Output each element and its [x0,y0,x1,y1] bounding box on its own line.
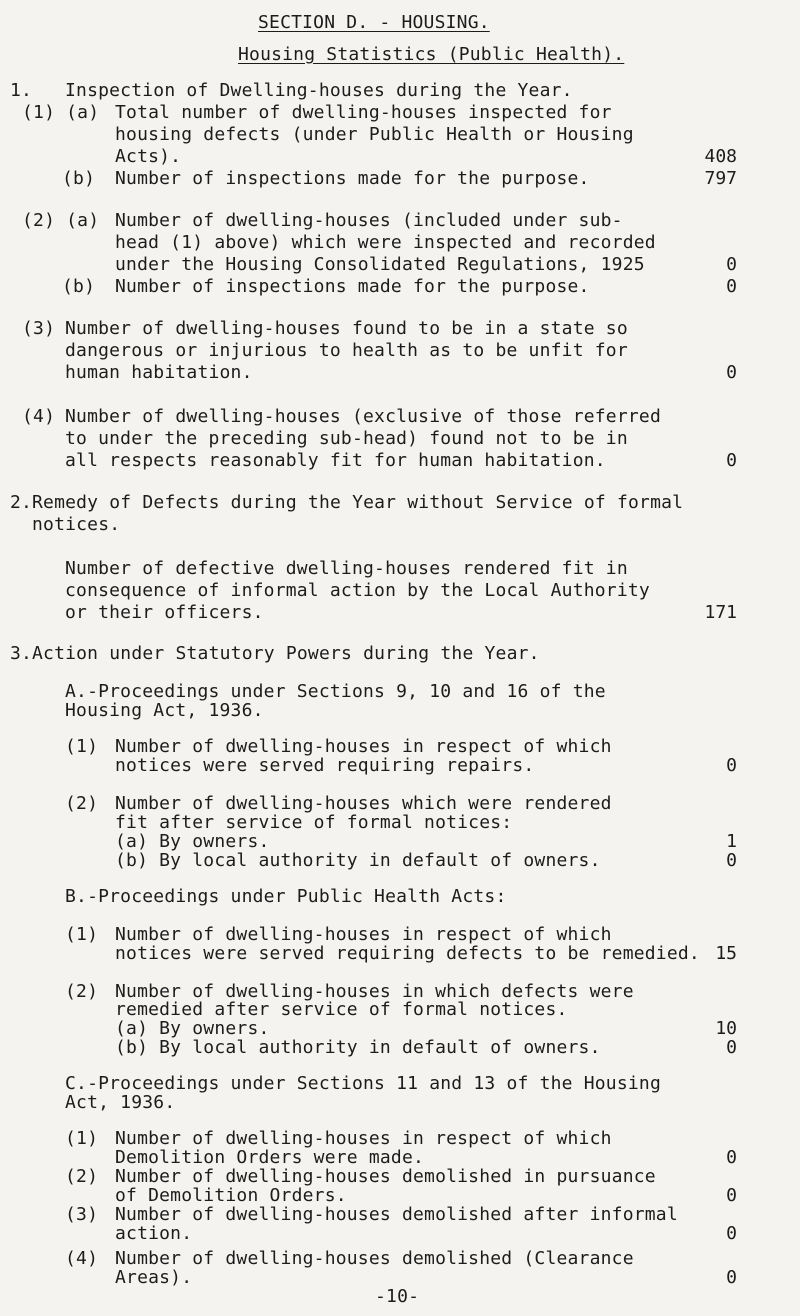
item-1-3-line1: Number of dwelling-houses found to be in a state so [65,318,628,339]
item-c-2-line1: Number of dwelling-houses demolished in pursuance [115,1166,656,1188]
section-2-number: 2. [10,492,33,513]
section-1-heading: Inspection of Dwelling-houses during the Year. [65,80,573,101]
item-1-2a-line3: under the Housing Consolidated Regulations, 1925 [115,254,645,275]
item-a-2-line2: fit after service of formal notices: [115,812,513,833]
item-a-1-label: (1) [65,736,99,758]
item-b-1-line1: Number of dwelling-houses in respect of which [115,923,612,945]
item-c-1-value: 0 [726,1147,737,1169]
item-a-1-line2: notices were served requiring repairs. [115,755,535,777]
item-b-2-label: (2) [65,980,99,1002]
subsection-b-heading: B.-Proceedings under Public Health Acts: [65,885,507,907]
item-1-3-line3: human habitation. [65,362,253,383]
item-1-2b-label: (b) [62,276,96,297]
item-c-2-value: 0 [726,1185,737,1207]
item-1-4-line2: to under the preceding sub-head) found not to be in [65,428,628,449]
item-2-line2: consequence of informal action by the Local Authority [65,580,650,601]
item-1-1a-line1: Total number of dwelling-houses inspected for [115,102,612,123]
subsection-a-heading-line2: Housing Act, 1936. [65,700,264,722]
section-title: SECTION D. - HOUSING. [258,12,490,33]
item-2-value: 171 [704,602,737,623]
item-1-2a-line1: Number of dwelling-houses (included under sub- [115,210,623,231]
item-c-4-value: 0 [726,1267,737,1289]
item-1-4-value: 0 [726,450,737,471]
item-b-2b: (b) By local authority in default of owners. [115,1037,601,1059]
section-2-heading-line1: Remedy of Defects during the Year without Service of formal [32,492,684,513]
item-c-2-label: (2) [65,1166,99,1188]
item-1-1b-value: 797 [704,168,737,189]
subsection-c-heading-line2: Act, 1936. [65,1092,176,1114]
item-c-3-line2: action. [115,1223,193,1245]
page-number: -10- [375,1286,420,1308]
item-a-2b-value: 0 [726,849,737,871]
item-c-1-line1: Number of dwelling-houses in respect of which [115,1128,612,1150]
item-b-2a: (a) By owners. [115,1018,270,1040]
item-1-1b-label: (b) [62,168,96,189]
item-a-2b: (b) By local authority in default of owners. [115,849,601,871]
item-a-2-line1: Number of dwelling-houses which were rendered [115,793,612,815]
subsection-c-heading-line1: C.-Proceedings under Sections 11 and 13 of the Housing [65,1073,661,1095]
item-c-3-value: 0 [726,1223,737,1245]
subsection-a-heading-line1: A.-Proceedings under Sections 9, 10 and 16 of the [65,681,606,703]
item-1-3-value: 0 [726,362,737,383]
item-1-1a-line3: Acts). [115,146,182,167]
item-1-1a-value: 408 [704,146,737,167]
subtitle: Housing Statistics (Public Health). [238,44,625,65]
item-c-1-label: (1) [65,1128,99,1150]
item-a-1-line1: Number of dwelling-houses in respect of which [115,736,612,758]
item-1-2b-value: 0 [726,276,737,297]
item-1-2a-line2: head (1) above) which were inspected and recorded [115,232,656,253]
item-1-2b-line1: Number of inspections made for the purpose. [115,276,590,297]
item-a-2a-value: 1 [726,830,737,852]
item-1-2a-value: 0 [726,254,737,275]
item-1-2a-label: (2) (a) [22,210,100,231]
item-1-1a-label: (1) (a) [22,102,100,123]
item-b-1-value: 15 [715,942,737,964]
item-b-2-line1: Number of dwelling-houses in which defects were [115,980,634,1002]
item-a-1-value: 0 [726,755,737,777]
section-3-number: 3. [10,643,33,665]
section-1-number: 1. [10,80,33,101]
item-b-2b-value: 0 [726,1037,737,1059]
item-b-1-line2: notices were served requiring defects to be remedied. [115,942,700,964]
item-1-1b-line1: Number of inspections made for the purpose. [115,168,590,189]
item-a-2-label: (2) [65,793,99,815]
item-1-4-line1: Number of dwelling-houses (exclusive of those referred [65,406,661,427]
section-3-heading: Action under Statutory Powers during the Year. [32,643,540,665]
item-b-2-line2: remedied after service of formal notices. [115,999,568,1021]
item-c-3-label: (3) [65,1204,99,1226]
item-1-3-line2: dangerous or injurious to health as to be unfit for [65,340,628,361]
section-2-heading-line2: notices. [32,514,121,535]
item-2-line1: Number of defective dwelling-houses rendered fit in [65,558,628,579]
item-b-2a-value: 10 [715,1018,737,1040]
item-c-4-line2: Areas). [115,1267,193,1289]
item-c-4-line1: Number of dwelling-houses demolished (Clearance [115,1248,634,1270]
item-1-4-line3: all respects reasonably fit for human habitation. [65,450,606,471]
item-1-1a-line2: housing defects (under Public Health or Housing [115,124,634,145]
item-c-4-label: (4) [65,1248,99,1270]
item-2-line3: or their officers. [65,602,264,623]
item-c-3-line1: Number of dwelling-houses demolished after informal [115,1204,678,1226]
item-c-1-line2: Demolition Orders were made. [115,1147,425,1169]
item-a-2a: (a) By owners. [115,830,270,852]
item-1-4-label: (4) [22,406,56,427]
item-c-2-line2: of Demolition Orders. [115,1185,347,1207]
item-1-3-label: (3) [22,318,56,339]
item-b-1-label: (1) [65,923,99,945]
